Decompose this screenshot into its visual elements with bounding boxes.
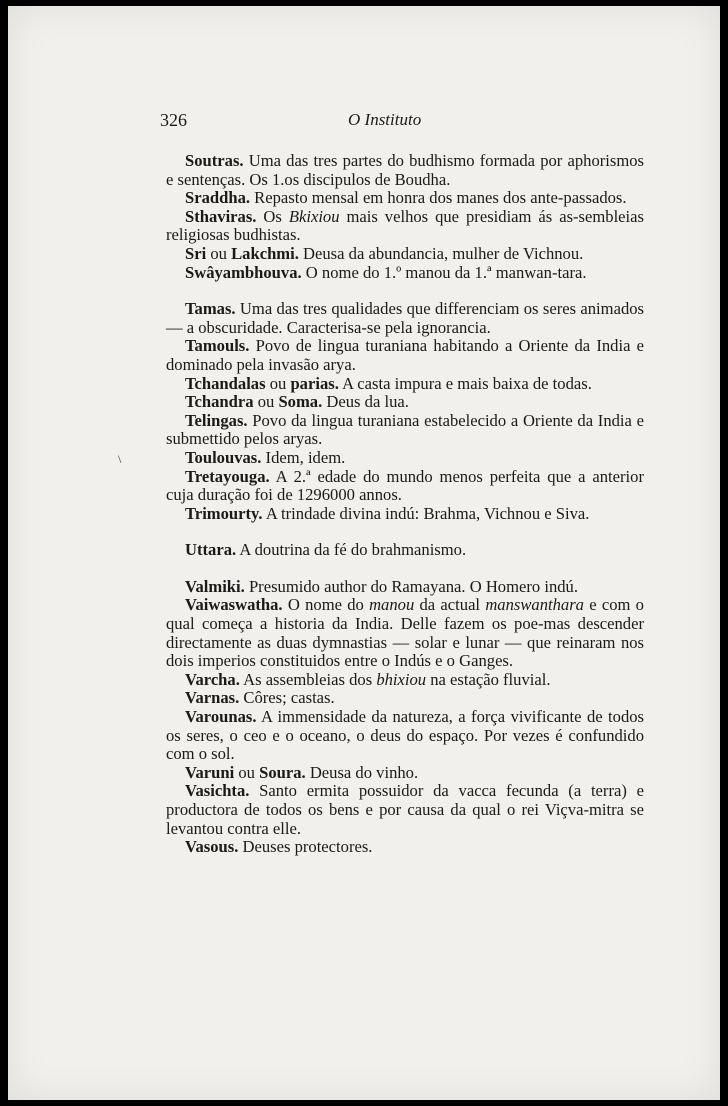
glossary-entry: [166, 468, 644, 505]
entry-term: Toulouvas.: [185, 447, 262, 467]
entry-definition: Uma das tres partes do budhismo formada por aphorismos e sentenças. Os 1.os discipulos de Boudha.: [166, 151, 644, 189]
book-page: [8, 6, 720, 1100]
glossary-entry: [166, 152, 644, 189]
entry-italic-text: Bkixiou: [288, 206, 340, 226]
entry-term: Tamas.: [185, 299, 236, 319]
running-title: O Instituto: [348, 110, 422, 129]
entry-definition: A doutrina da fé do brahmanismo.: [236, 540, 467, 560]
entry-term: Varnas.: [185, 688, 240, 708]
glossary-entry: [166, 764, 644, 783]
entry-term: Tamouls.: [185, 336, 250, 356]
glossary-entry: [166, 596, 644, 670]
entry-italic-text: manswanthara: [485, 595, 584, 615]
glossary-entry: [166, 412, 644, 449]
entry-definition: Deusa do vinho.: [305, 762, 419, 782]
entry-term: Tretayouga.: [185, 466, 270, 486]
glossary-entry: [166, 449, 644, 468]
entry-definition: ou: [206, 243, 232, 263]
glossary-entry: [166, 689, 644, 708]
entry-definition: na estação fluvial.: [426, 669, 551, 689]
entry-term: Lakchmi.: [231, 243, 299, 263]
entry-definition: Deuses protectores.: [238, 837, 373, 857]
entry-term: parias.: [290, 373, 339, 393]
glossary-entry: [166, 393, 644, 412]
entry-definition: da actual: [414, 595, 486, 615]
entry-term: Varuni: [185, 762, 235, 782]
entry-term: Sri: [185, 243, 207, 263]
entry-italic-text: bhixiou: [376, 669, 427, 689]
entry-italic-text: manou: [369, 595, 415, 615]
page-number: 326: [160, 110, 187, 130]
glossary-entry: [166, 208, 644, 245]
entry-term: Vasous.: [185, 837, 239, 857]
entry-definition: Santo ermita possuidor da vacca fecunda (a terra) e productora de todos os bens e por causa da qual o rei Viçva-mitra se levantou contra elle.: [166, 781, 644, 838]
glossary-entry: [166, 189, 644, 208]
glossary-entry: [166, 708, 644, 764]
glossary-entry: [166, 578, 644, 597]
entry-definition: O nome do: [282, 595, 370, 615]
glossary-entry: [166, 245, 644, 264]
entry-term: Telingas.: [185, 410, 248, 430]
entry-term: Vaiwaswatha.: [185, 595, 283, 615]
entry-definition: ou: [234, 762, 260, 782]
entry-definition: mais velhos que presidiam ás as-sembleias religiosas budhistas.: [166, 206, 644, 245]
entry-definition: Povo de lingua turaniana habitando a Oriente da India e dominado pela invasão arya.: [166, 336, 644, 374]
entry-definition: Repasto mensal em honra dos manes dos ante-passados.: [250, 188, 627, 208]
entry-definition: A immensidade da natureza, a força vivificante de todos os seres, o ceo e o oceano, o deus do espaço. Por vezes é confundido com o sol.: [166, 707, 644, 764]
entry-definition: ou: [253, 392, 279, 412]
entry-definition: Côres; castas.: [239, 688, 335, 708]
entry-term: Sthaviras.: [185, 206, 257, 226]
glossary-entry: [166, 838, 644, 857]
entry-term: Sraddha.: [185, 188, 251, 208]
entry-term: Valmiki.: [185, 576, 245, 596]
margin-mark: \: [118, 452, 122, 466]
entry-term: Tchandra: [185, 392, 254, 412]
entry-term: Uttara.: [185, 540, 237, 560]
page-header: [8, 110, 720, 134]
glossary-entry: [166, 264, 644, 283]
entry-definition: Os: [256, 206, 289, 226]
glossary-entry: [166, 375, 644, 394]
entry-term: Varounas.: [185, 707, 257, 727]
entry-definition: As assembleias dos: [239, 669, 377, 689]
entry-definition: A 2.ª edade do mundo menos perfeita que a anterior cuja duração foi de 1296000 annos.: [166, 466, 644, 505]
entry-term: Varcha.: [185, 669, 240, 689]
entry-definition: ou: [265, 373, 291, 393]
entry-definition: Povo da lingua turaniana estabelecido a Oriente da India e submettido pelos aryas.: [166, 410, 644, 449]
glossary-entries: [166, 152, 644, 857]
glossary-entry: [166, 300, 644, 337]
entry-definition: Deus da lua.: [322, 392, 409, 412]
entry-definition: Idem, idem.: [261, 447, 346, 467]
entry-term: Swâyambhouva.: [185, 262, 302, 282]
entry-term: Vasichta.: [185, 781, 250, 801]
entry-definition: Deusa da abundancia, mulher de Vichnou.: [298, 243, 584, 263]
glossary-entry: [166, 505, 644, 524]
entry-term: Soma.: [278, 392, 323, 412]
glossary-entry: [166, 541, 644, 560]
entry-term: Tchandalas: [185, 373, 266, 393]
entry-definition: e com o qual começa a historia da India. Delle fazem os poe-mas descender directamente as duas dymnastias — solar e lunar — que reinaram nos dois imperios constituidos entre o Indús e o Ganges.: [166, 595, 644, 671]
glossary-entry: [166, 671, 644, 690]
entry-definition: O nome do 1.º manou da 1.ª manwan-tara.: [301, 262, 587, 282]
entry-term: Trimourty.: [185, 503, 263, 523]
entry-definition: Uma das tres qualidades que differenciam os seres animados — a obscuridade. Caracterisa-se pela ignorancia.: [166, 299, 644, 337]
glossary-entry: [166, 782, 644, 838]
entry-definition: Presumido author do Ramayana. O Homero indú.: [244, 576, 578, 596]
entry-definition: A trindade divina indú: Brahma, Vichnou e Siva.: [262, 503, 590, 523]
glossary-entry: [166, 337, 644, 374]
entry-definition: A casta impura e mais baixa de todas.: [338, 373, 592, 393]
entry-term: Soura.: [259, 762, 306, 782]
entry-term: Soutras.: [185, 151, 244, 170]
